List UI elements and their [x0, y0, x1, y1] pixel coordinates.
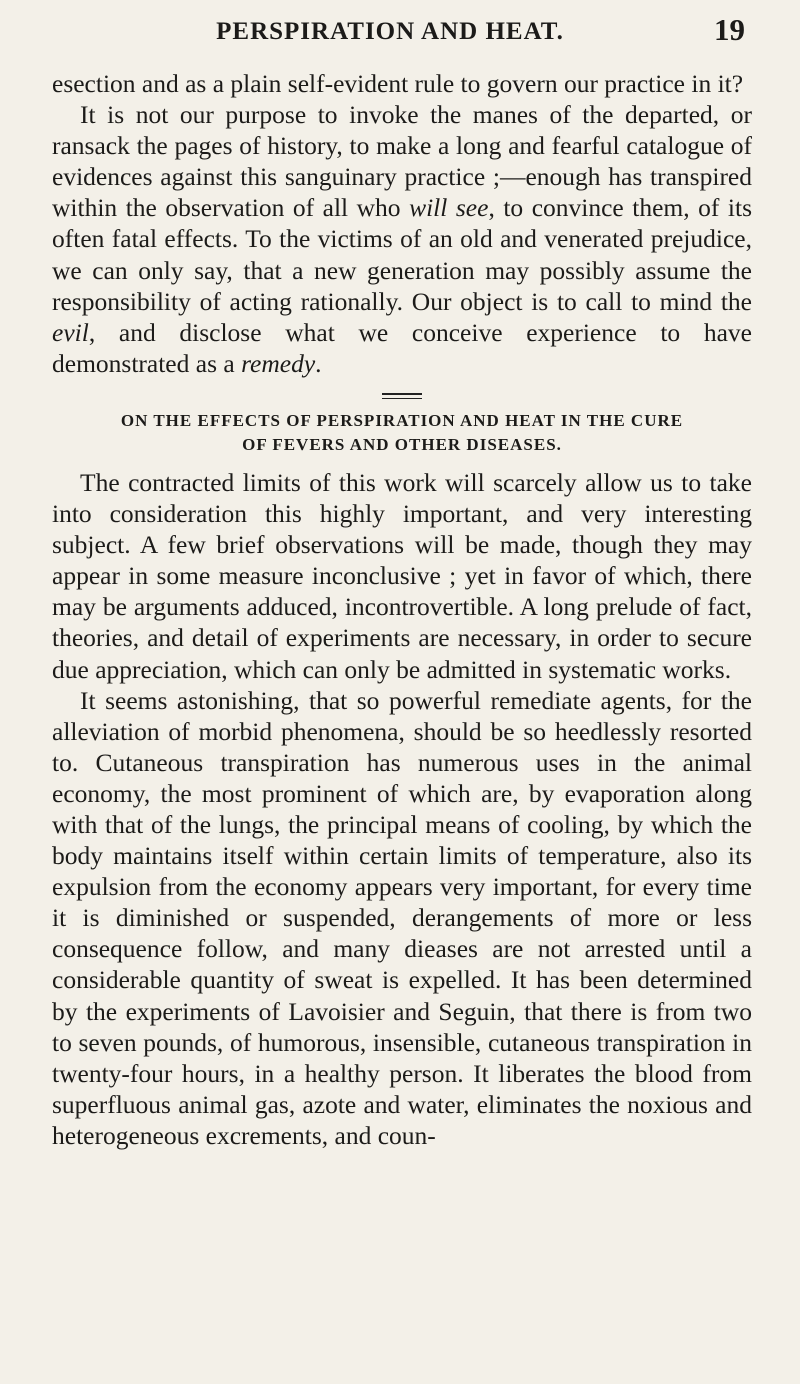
- section-heading-line-2: OF FEVERS AND OTHER DISEASES.: [242, 434, 562, 454]
- emphasis-remedy: remedy: [241, 348, 316, 378]
- section-divider: [382, 393, 422, 399]
- paragraph-purpose: [52, 99, 752, 379]
- paragraph-purpose-text-3: , and disclose what we conceive experience to have demonstrated as a: [52, 317, 752, 378]
- section-heading: [52, 409, 752, 457]
- emphasis-evil: evil: [52, 317, 89, 347]
- section-heading-line-1: ON THE EFFECTS OF PERSPIRATION AND HEAT IN THE CURE: [120, 410, 684, 430]
- running-title: PERSPIRATION AND HEAT.: [216, 18, 564, 45]
- paragraph-limits: The contracted limits of this work will scarcely allow us to take into consideration this highly important, and very interesting subject. A few brief observations will be made, though they may appear in some measure inconclusive ; yet in favor of which, there may be arguments adduced, incontrovertible. A long prelude of fact, theories, and detail of experiments are necessary, in order to secure due appreciation, which can only be admitted in systematic works.: [52, 467, 752, 684]
- page-number: 19: [714, 12, 745, 47]
- paragraph-purpose-text-4: .: [315, 348, 322, 378]
- page-body: [52, 68, 752, 1151]
- paragraph-purpose-text-1: It is not our purpose to invoke the manes of the departed, or ransack the pages of history, to make a long and fearful catalogue of evidences against this sanguinary practice ;—enough has transpired within the observation of all who: [52, 100, 752, 223]
- emphasis-will-see: will see: [409, 193, 489, 223]
- paragraph-continued: esection and as a plain self-evident rule to govern our practice in it?: [52, 69, 744, 98]
- paragraph-perspiration: It seems astonishing, that so powerful remediate agents, for the alleviation of morbid phenomena, should be so heedlessly resorted to. Cutaneous transpiration has numerous uses in the animal economy, the most prominent of which are, by evaporation along with that of the lungs, the principal means of cooling, by which the body maintains itself within certain limits of temperature, also its expulsion from the economy appears very important, for every time it is diminished or suspended, derangements of more or less consequence follow, and many dieases are not arrested until a considerable quantity of sweat is expelled. It has been determined by the experiments of Lavoisier and Seguin, that there is from two to seven pounds, of humorous, insensible, cutaneous transpiration in twenty-four hours, in a healthy person. It liberates the blood from superfluous animal gas, azote and water, eliminates the noxious and heterogeneous excrements, and coun-: [52, 685, 752, 1150]
- paragraph-purpose-text-2: , to convince them, of its often fatal effects. To the victims of an old and venerated prejudice, we can only say, that a new generation may possibly assume the responsibility of acting rationally. Our object is to call to mind the: [52, 193, 752, 316]
